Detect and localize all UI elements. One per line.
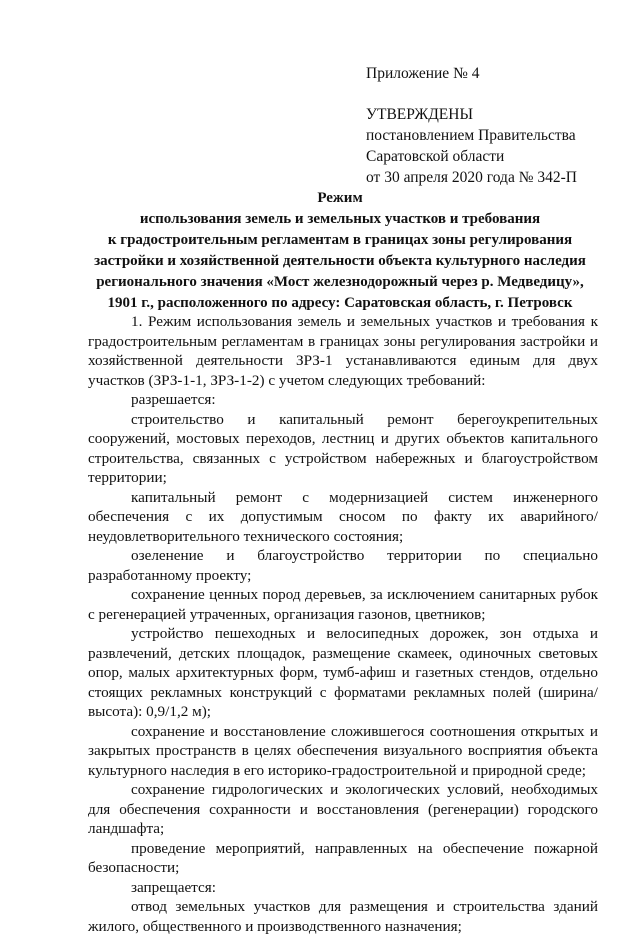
title-line: к градостроительным регламентам в границах зоны регулирования [107,232,573,248]
body-paragraph: сохранение и восстановление сложившегося соотношения открытых и закрытых пространств в целях обеспечения визуального восприятия объекта культурного наследия в его историко-градостроительной и природной среде; [88,722,598,779]
body-paragraph: сохранение гидрологических и экологических условий, необходимых для обеспечения сохранности и восстановления (регенерации) городского ландшафта; [88,781,598,837]
body-paragraph: капитальный ремонт с модернизацией систем инженерного обеспечения с их допустимым сносом по факту их аварийного/неудовлетворительного технического состояния; [88,488,598,545]
title-line: 1901 г., расположенного по адресу: Саратовская область, г. Петровск [107,295,573,311]
title-line: Режим [317,190,363,206]
body-paragraph: озеленение и благоустройство территории по специально разработанному проекту; [88,547,598,584]
approval-header [366,63,577,188]
document-body [88,312,598,936]
body-paragraph: строительство и капитальный ремонт берегоукрепительных сооружений, мостовых переходов, лестниц и других объектов капитального строительства, связанных с устройством набережных и благоустройством территории; [88,410,598,486]
body-paragraph: разрешается: [131,391,216,408]
approval-date: от 30 апреля 2020 года № 342-П [366,169,577,186]
document-title [80,188,600,314]
approval-line: Саратовской области [366,148,505,165]
body-paragraph: устройство пешеходных и велосипедных дорожек, зон отдыха и развлечений, детских площадок, размещение скамеек, одиночных световых опор, малых архитектурных форм, тумб-афиш и газетных стендов, отдельно стоящих рекламных конструкций с форматами рекламных полей (ширина/высота): 0,9/1,2 м); [88,625,598,720]
body-paragraph: проведение мероприятий, направленных на обеспечение пожарной безопасности; [88,839,598,876]
approval-line: постановлением Правительства [366,127,576,144]
appendix-number: Приложение № 4 [366,65,480,82]
body-paragraph: запрещается: [131,878,216,896]
title-line: застройки и хозяйственной деятельности объекта культурного наследия [94,253,586,269]
approved-heading: УТВЕРЖДЕНЫ [366,106,473,123]
spacer [366,84,577,104]
title-line: использования земель и земельных участков и требования [139,211,541,227]
body-paragraph: отвод земельных участков для размещения и строительства зданий жилого, общественного и производственного назначения; [88,898,598,935]
body-paragraph: 1. Режим использования земель и земельных участков и требования к градостроительным регламентам в границах зоны регулирования застройки и хозяйственной деятельности ЗРЗ-1 устанавливаются единым для двух участков (ЗРЗ-1-1, ЗРЗ-1-2) с учетом следующих требований: [88,313,598,389]
body-paragraph: сохранение ценных пород деревьев, за исключением санитарных рубок с регенерацией утраченных, организация газонов, цветников; [88,586,598,623]
title-line: регионального значения «Мост железнодорожный через р. Медведицу», [96,274,584,290]
